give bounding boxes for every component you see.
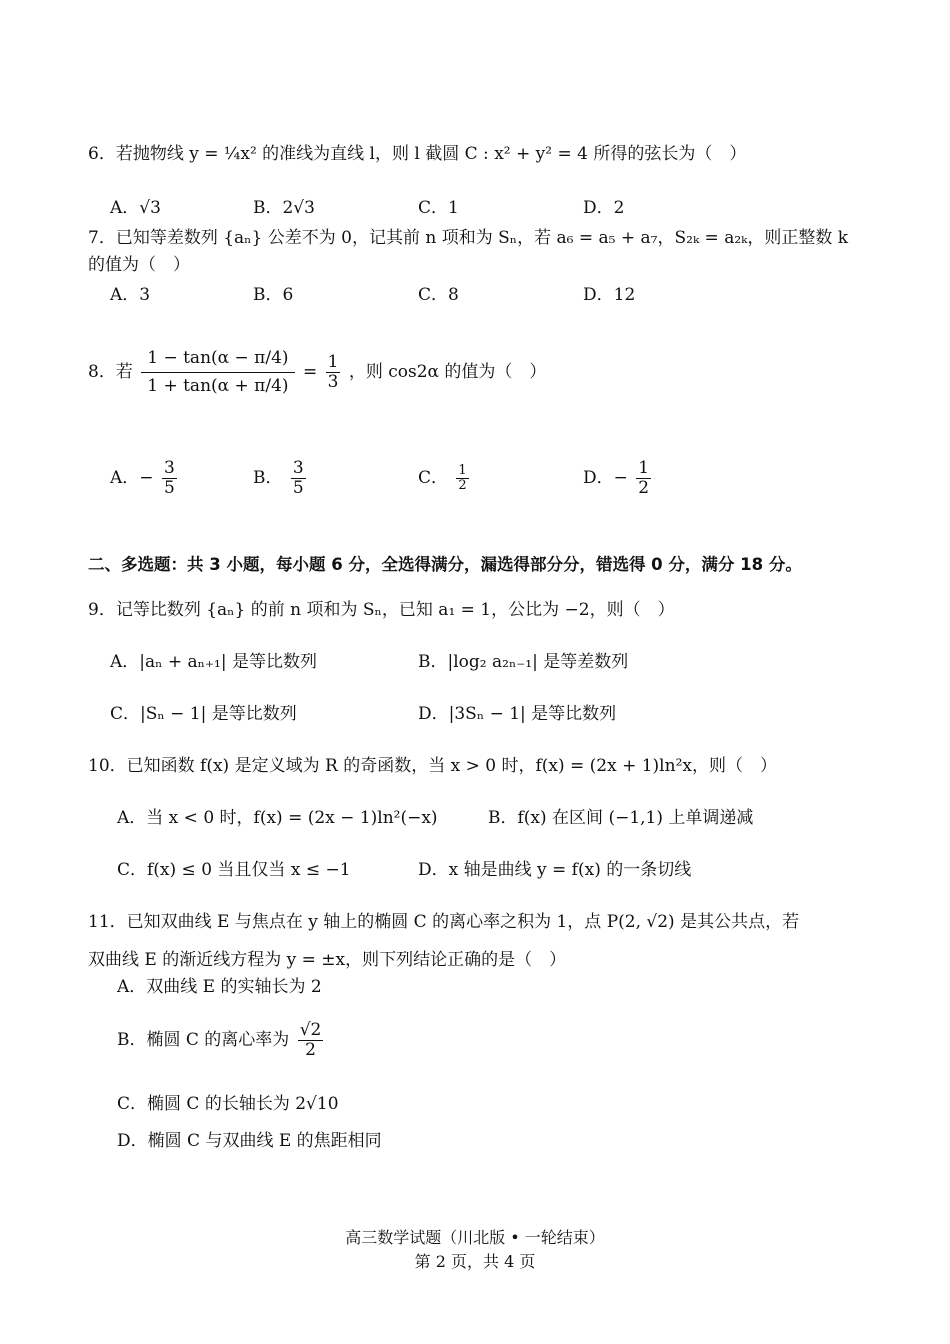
q8-option-a-sign: − [139,468,154,488]
footer-page-number: 第 2 页，共 4 页 [414,1252,536,1271]
q8-option-a-label: A． [110,468,140,488]
q6-stem: 6．若抛物线 y = ¼x² 的准线为直线 l，则 l 截圆 C : x² + y² = 4 所得的弦长为（ ） [88,144,747,164]
q9-stem: 9．记等比数列 {aₙ} 的前 n 项和为 Sₙ，已知 a₁ = 1，公比为 −2，则（ ） [88,600,675,620]
q9-option-d: D．|3Sₙ − 1| 是等比数列 [418,704,617,724]
q8-denominator: 1 + tan(α + π/4) [147,376,289,396]
q11-option-b-den: 2 [305,1040,316,1060]
q8-main-fraction [141,345,294,399]
q10-option-a: A．当 x < 0 时，f(x) = (2x − 1)ln²(−x) [117,808,438,828]
q11-option-c: C．椭圆 C 的长轴长为 2√10 [117,1094,339,1114]
q8-option-d-label: D． [583,468,614,488]
q10-stem: 10．已知函数 f(x) 是定义域为 R 的奇函数，当 x > 0 时，f(x) = (2x + 1)ln²x，则（ ） [88,756,777,776]
q8-option-d-den: 2 [638,478,650,498]
q8-option-c-num: 1 [458,462,467,478]
q8-prefix: 8．若 [88,362,133,382]
q7-option-a: A．3 [110,285,151,305]
q7-stem-line1: 7．已知等差数列 {aₙ} 公差不为 0，记其前 n 项和为 Sₙ，若 a₆ = a₅ + a₇，S₂ₖ = a₂ₖ，则正整数 k [88,228,849,248]
footer-title: 高三数学试题（川北版 • 一轮结束） [345,1228,605,1247]
q11-stem-line1: 11．已知双曲线 E 与焦点在 y 轴上的椭圆 C 的离心率之积为 1，点 P(2, √2) 是其公共点，若 [88,912,800,932]
q6-option-c: C．1 [418,198,459,218]
q7-option-d: D．12 [583,285,636,305]
q8-rhs-den: 3 [327,372,339,392]
q8-option-d [583,454,654,502]
q11-option-b-num: √2 [299,1020,322,1041]
q8-option-a-num: 3 [163,458,175,479]
q10-option-b: B．f(x) 在区间 (−1,1) 上单调递减 [488,808,754,828]
q8-option-a-fraction [162,459,177,497]
q8-option-a-den: 5 [163,478,175,498]
q9-option-a: A．|aₙ + aₙ₊₁| 是等比数列 [110,652,317,672]
q8-option-b-den: 5 [292,478,304,498]
q8-numerator: 1 − tan(α − π/4) [141,345,294,373]
q8-option-c-fraction [456,464,468,494]
q11-option-b-prefix: B．椭圆 C 的离心率为 [117,1030,290,1050]
q7-option-b: B．6 [253,285,294,305]
q8-rhs-fraction [326,353,341,391]
q10-option-d: D．x 轴是曲线 y = f(x) 的一条切线 [418,860,692,880]
q8-suffix: ，则 cos2α 的值为（ ） [348,362,547,382]
q11-option-b [117,1016,326,1064]
q9-option-c: C．|Sₙ − 1| 是等比数列 [110,704,297,724]
q8-option-d-sign: − [613,468,628,488]
q11-option-a: A．双曲线 E 的实轴长为 2 [117,977,322,997]
q10-option-c: C．f(x) ≤ 0 当且仅当 x ≤ −1 [117,860,351,880]
q6-option-b: B．2√3 [253,198,315,218]
q8-option-c [418,454,472,502]
q8-option-d-num: 1 [638,458,650,479]
q8-option-b-label: B． [253,468,283,488]
q8-stem [88,332,546,412]
q11-option-b-fraction [298,1021,324,1059]
section-2-heading: 二、多选题：共 3 小题，每小题 6 分，全选得满分，漏选得部分分，错选得 0 分，满分 18 分。 [88,555,802,574]
q11-stem-line2: 双曲线 E 的渐近线方程为 y = ±x，则下列结论正确的是（ ） [88,950,567,970]
q7-stem-line2: 的值为（ ） [88,255,190,275]
q7-option-c: C．8 [418,285,459,305]
q8-option-b [253,454,309,502]
q8-option-b-fraction [291,459,306,497]
q11-option-d: D．椭圆 C 与双曲线 E 的焦距相同 [117,1131,382,1151]
q8-rhs-num: 1 [327,352,339,373]
q6-option-a: A．√3 [110,198,161,218]
q8-option-d-fraction [636,459,651,497]
q6-option-d: D．2 [583,198,625,218]
q8-option-c-label: C． [418,468,449,488]
q9-option-b: B．|log₂ a₂ₙ₋₁| 是等差数列 [418,652,629,672]
q8-option-b-num: 3 [292,458,304,479]
q8-option-a [110,454,180,502]
q8-equals: = [302,362,323,382]
q8-option-c-den: 2 [458,478,467,493]
